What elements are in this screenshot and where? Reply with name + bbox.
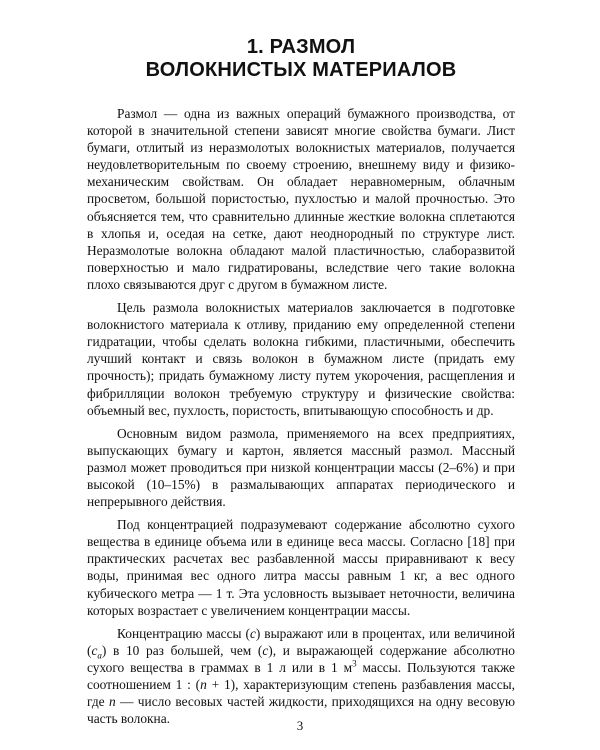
p5-text-2: ) выражают или в процентах, или величиной ( (87, 625, 515, 658)
chapter-title-line-2: ВОЛОКНИСТЫХ МАТЕРИАЛОВ (145, 59, 457, 81)
p5-text-1: Концентрацию массы ( (117, 625, 250, 641)
var-c: с (249, 625, 256, 641)
p5-text-3: ) в 10 раз большей, чем ( (101, 642, 263, 658)
p5-text-4: ), и выражающей содержание абсолютно сухого вещества в граммах в 1 л или в 1 м (87, 642, 516, 675)
p5-text-7: — число весовых частей жидкости, приходящихся на одну весовую часть волокна. (87, 694, 516, 727)
body-text (87, 105, 515, 727)
chapter-title (87, 36, 515, 82)
paragraph-2: Цель размола волокнистых материалов заключается в подготовке волокнистого материала к отливу, приданию ему определенной степени гидратации, чтобы сделать волокна гибкими, пластичными, обеспечить лучший контакт и связь волокон в бумажном листе (придать ему прочность); придать бумажному листу путем укорочения, расщепления и фибрилляции волокон требуемую структуру и физические свойства: объемный вес, пухлость, пористость, впитывающую способность и др. (87, 300, 515, 418)
superscript-3: 3 (352, 658, 357, 669)
var-n: n (200, 677, 207, 692)
page-content (87, 36, 515, 727)
var-n-2: n (108, 694, 116, 710)
var-c-a: с (91, 642, 98, 658)
chapter-title-line-1: 1. РАЗМОЛ (246, 36, 356, 58)
p5-text-6: + 1), характеризующим степень разбавления массы, где (87, 677, 515, 710)
p5-text-5: массы. Пользуются также соотношением 1 : ( (87, 659, 515, 692)
subscript-a: а (97, 650, 102, 661)
page-number: 3 (296, 718, 304, 733)
paragraph-1: Размол — одна из важных операций бумажного производства, от которой в значительной степени зависят многие свойства бумаги. Лист бумаги, отлитый из неразмолотых волокнистых материалов, получается неудовлетворительным по своему строению, внешнему виду и физико-механическим свойствам. Он обладает неравномерным, облачным просветом, большой пористостью, пухлостью и малой прочностью. Это объясняется тем, что сравнительно длинные жесткие волокна сплетаются в хлопья и, оседая на сетке, дают неоднородный по структуре лист. Неразмолотые волокна обладают малой пластичностью, слаборазвитой поверхностью и мало гидратированы, вследствие чего такие волокна плохо связываются друг с другом в бумажном листе. (87, 106, 515, 292)
paragraph-4: Под концентрацией подразумевают содержание абсолютно сухого вещества в единице объема или в единице веса массы. Согласно [18] при практических расчетах вес разбавленной массы приравнивают к весу воды, принимая вес одного литра массы равным 1 кг, а вес одного кубического метра — 1 т. Эта условность вызывает неточности, величина которых возрастает с увеличением концентрации массы. (87, 517, 515, 618)
paragraph-3: Основным видом размола, применяемого на всех предприятиях, выпускающих бумагу и картон, является массный размол. Массный размол может проводиться при низкой концентрации массы (2–6%) и при высокой (10–15%) в размалывающих аппаратах периодического и непрерывного действия. (87, 425, 515, 510)
var-c-2: с (262, 642, 269, 658)
paragraph-5 (87, 625, 515, 728)
